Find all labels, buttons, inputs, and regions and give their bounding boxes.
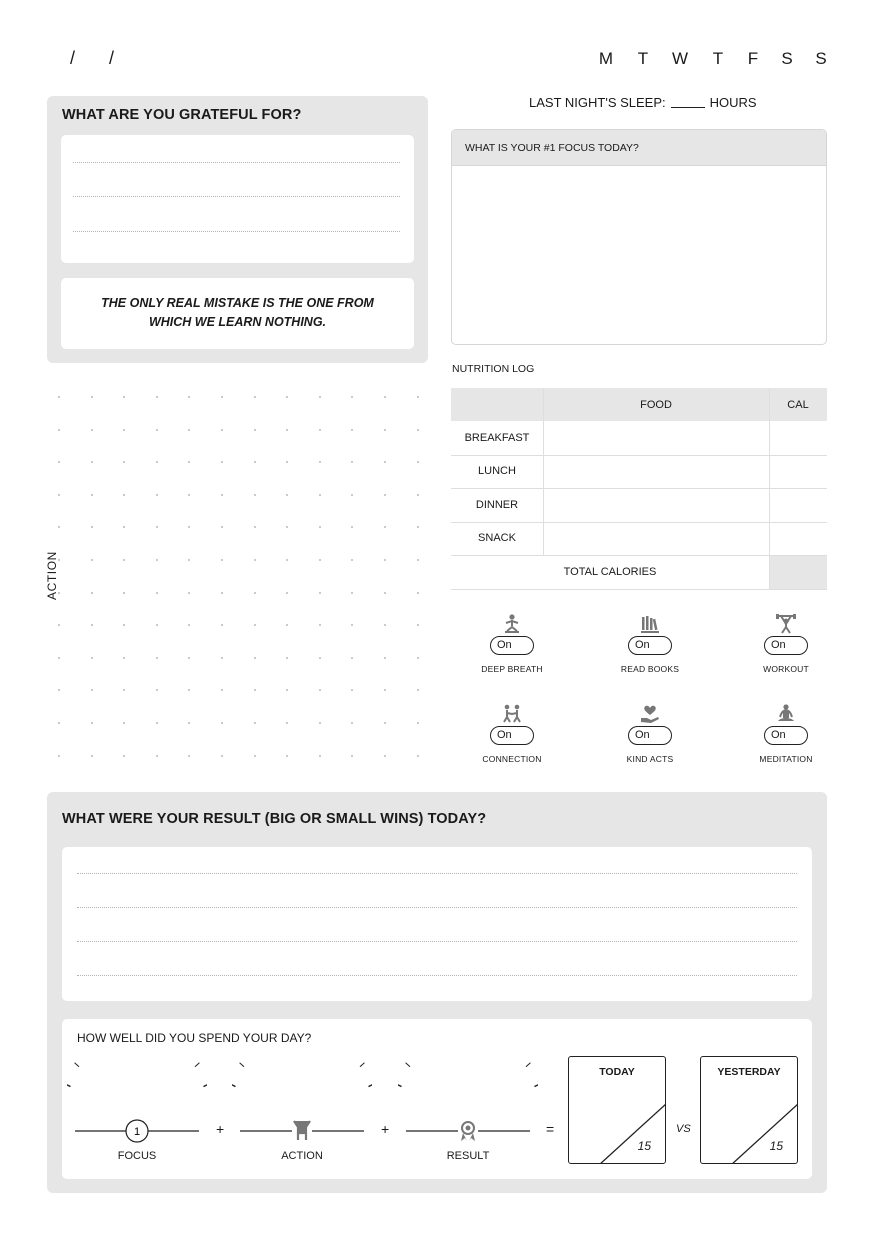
workout-toggle[interactable]: On: [764, 636, 808, 655]
grid-dot: [221, 429, 223, 431]
grid-dot: [319, 429, 321, 431]
score-diagonal: [701, 1057, 798, 1164]
grid-dot: [319, 624, 321, 626]
grid-dot: [188, 494, 190, 496]
today-label: TODAY: [599, 1066, 635, 1078]
habit-deep-breath: [457, 613, 567, 674]
grid-dot: [384, 592, 386, 594]
grid-dot: [156, 624, 158, 626]
habit-kind-acts: [595, 703, 705, 764]
habit-meditation: [731, 703, 841, 764]
grid-dot: [58, 689, 60, 691]
grid-dot: [123, 559, 125, 561]
grid-dot: [58, 624, 60, 626]
grid-dot: [384, 657, 386, 659]
today-score-box[interactable]: [568, 1056, 666, 1164]
grateful-title: WHAT ARE YOU GRATEFUL FOR?: [62, 107, 302, 123]
day-saturday[interactable]: S: [781, 49, 793, 68]
day-thursday[interactable]: T: [712, 49, 724, 68]
grid-dot: [188, 461, 190, 463]
grid-dot: [286, 494, 288, 496]
gauge-tick: [369, 1082, 372, 1086]
grid-dot: [123, 461, 125, 463]
sleep-suffix: HOURS: [709, 95, 757, 110]
grid-dot: [221, 526, 223, 528]
grid-dot: [221, 722, 223, 724]
habit-label: MEDITATION: [759, 754, 813, 764]
grid-dot: [319, 494, 321, 496]
grid-dot: [417, 396, 419, 398]
meal-breakfast: BREAKFAST: [464, 432, 530, 444]
grid-dot: [417, 592, 419, 594]
gauge-tick: [360, 1063, 364, 1067]
grid-dot: [351, 526, 353, 528]
grid-dot: [188, 429, 190, 431]
grid-dot: [384, 429, 386, 431]
grid-dot: [188, 657, 190, 659]
grid-dot: [123, 396, 125, 398]
grid-dot: [254, 396, 256, 398]
habit-read-books: [595, 613, 705, 674]
grid-dot: [286, 461, 288, 463]
grid-dot: [319, 592, 321, 594]
grid-dot: [254, 559, 256, 561]
grid-dot: [286, 592, 288, 594]
books-icon: [639, 613, 661, 635]
grid-dot: [221, 689, 223, 691]
writing-line: [77, 941, 797, 942]
meal-dinner: DINNER: [475, 499, 519, 511]
grid-dot: [91, 624, 93, 626]
grid-dot: [417, 429, 419, 431]
grid-dot: [319, 396, 321, 398]
grid-dot: [417, 624, 419, 626]
grid-dot: [221, 559, 223, 561]
today-value: 15: [637, 1139, 651, 1153]
grid-dot: [221, 755, 223, 757]
grid-dot: [417, 689, 419, 691]
kind-acts-toggle[interactable]: On: [628, 726, 672, 745]
grid-dot: [123, 722, 125, 724]
habit-label: KIND ACTS: [626, 754, 674, 764]
meditation-icon: [775, 703, 797, 725]
day-monday[interactable]: M: [598, 49, 614, 68]
writing-line: [77, 873, 797, 874]
gauge-tick: [240, 1063, 244, 1067]
grid-dot: [91, 526, 93, 528]
yesterday-score-box[interactable]: [700, 1056, 798, 1164]
grid-dot: [254, 755, 256, 757]
rating-title: HOW WELL DID YOU SPEND YOUR DAY?: [77, 1031, 312, 1045]
yesterday-label: YESTERDAY: [717, 1066, 781, 1078]
grid-dot: [123, 689, 125, 691]
grid-dot: [319, 657, 321, 659]
grid-dot: [286, 722, 288, 724]
grid-dot: [58, 396, 60, 398]
grid-dot: [91, 657, 93, 659]
nutrition-table: [451, 388, 827, 590]
heart-hand-icon: [639, 703, 661, 725]
total-calories-cell[interactable]: [770, 556, 827, 589]
grid-dot: [156, 559, 158, 561]
equals-sign: =: [546, 1121, 555, 1137]
grid-dot: [156, 592, 158, 594]
gauge-result[interactable]: [398, 1057, 538, 1167]
grid-dot: [123, 592, 125, 594]
grid-dot: [221, 624, 223, 626]
grid-dot: [254, 624, 256, 626]
grid-dot: [221, 592, 223, 594]
date-separator-2: /: [109, 48, 115, 68]
day-sunday[interactable]: S: [815, 49, 827, 68]
grid-dot: [286, 429, 288, 431]
habit-label: WORKOUT: [763, 664, 809, 674]
habit-connection: [457, 703, 567, 764]
gauge-tick: [406, 1063, 410, 1067]
sleep-tracker: [529, 95, 757, 110]
grid-dot: [319, 461, 321, 463]
grid-dot: [319, 559, 321, 561]
gauge-label: ACTION: [281, 1150, 323, 1162]
connection-icon: [501, 703, 523, 725]
gauge-tick: [67, 1082, 70, 1086]
gauge-label: RESULT: [446, 1150, 490, 1162]
quote-card: [61, 278, 414, 349]
grid-dot: [58, 429, 60, 431]
gauge-label: FOCUS: [117, 1150, 157, 1162]
grid-dot: [123, 494, 125, 496]
cal-column-header: CAL: [787, 399, 809, 411]
grid-dot: [91, 592, 93, 594]
gauge-tick: [195, 1063, 199, 1067]
grid-dot: [286, 526, 288, 528]
grid-dot: [188, 396, 190, 398]
food-column-header: FOOD: [640, 399, 672, 411]
grid-dot: [156, 689, 158, 691]
gauge-focus[interactable]: [67, 1057, 207, 1167]
grid-dot: [286, 755, 288, 757]
grid-dot: [221, 461, 223, 463]
habit-label: READ BOOKS: [620, 664, 680, 674]
grid-dot: [384, 559, 386, 561]
plus-sign: +: [381, 1121, 390, 1137]
grid-dot: [58, 657, 60, 659]
grid-dot: [188, 526, 190, 528]
grid-dot: [351, 592, 353, 594]
grid-dot: [384, 494, 386, 496]
grid-dot: [417, 559, 419, 561]
grid-dot: [123, 657, 125, 659]
grid-dot: [156, 722, 158, 724]
grid-dot: [286, 559, 288, 561]
grid-dot: [384, 722, 386, 724]
grid-dot: [58, 494, 60, 496]
grid-dot: [91, 559, 93, 561]
row-divider: [451, 589, 827, 590]
grid-dot: [156, 526, 158, 528]
food-entry-cells[interactable]: [544, 422, 769, 555]
grid-dot: [123, 429, 125, 431]
gauge-action[interactable]: [232, 1057, 372, 1167]
grid-dot: [156, 494, 158, 496]
cal-entry-cells[interactable]: [770, 422, 827, 555]
grid-dot: [319, 526, 321, 528]
gauge-tick: [526, 1063, 530, 1067]
grid-dot: [319, 689, 321, 691]
grid-dot: [156, 429, 158, 431]
quote-line-1: THE ONLY REAL MISTAKE IS THE ONE FROM: [101, 296, 374, 310]
nutrition-title: NUTRITION LOG: [452, 363, 535, 375]
habit-label: CONNECTION: [482, 754, 542, 764]
grid-dot: [384, 461, 386, 463]
grid-dot: [417, 722, 419, 724]
grid-dot: [188, 624, 190, 626]
day-friday[interactable]: F: [747, 49, 759, 68]
grid-dot: [254, 526, 256, 528]
focus-box[interactable]: [451, 129, 827, 345]
writing-line: [77, 975, 797, 976]
grid-dot: [156, 657, 158, 659]
vs-label: VS: [676, 1123, 691, 1135]
grid-dot: [91, 722, 93, 724]
grid-dot: [58, 526, 60, 528]
grid-dot: [123, 526, 125, 528]
meal-lunch: LUNCH: [478, 465, 516, 477]
habit-label: DEEP BREATH: [481, 664, 543, 674]
gauge-tick: [75, 1063, 79, 1067]
grid-dot: [221, 396, 223, 398]
grid-dot: [221, 494, 223, 496]
grid-dot: [254, 722, 256, 724]
grateful-writing-area[interactable]: [61, 135, 414, 263]
grid-dot: [286, 624, 288, 626]
grateful-panel: [47, 96, 428, 363]
grid-dot: [188, 722, 190, 724]
results-title: WHAT WERE YOUR RESULT (BIG OR SMALL WINS) TODAY?: [62, 811, 487, 827]
score-diagonal: [569, 1057, 666, 1164]
gauge-tick: [232, 1082, 235, 1086]
grid-dot: [286, 657, 288, 659]
grid-dot: [254, 689, 256, 691]
grid-dot: [91, 461, 93, 463]
grid-dot: [351, 461, 353, 463]
grid-dot: [91, 755, 93, 757]
grid-dot: [384, 526, 386, 528]
grid-dot: [58, 461, 60, 463]
grid-dot: [417, 755, 419, 757]
grid-dot: [417, 461, 419, 463]
grid-dot: [91, 429, 93, 431]
gauge-tick: [204, 1082, 207, 1086]
results-writing-area[interactable]: [62, 847, 812, 1001]
grid-dot: [351, 429, 353, 431]
grid-dot: [254, 461, 256, 463]
sleep-prefix: LAST NIGHT'S SLEEP:: [529, 95, 666, 110]
date-separator-1: /: [70, 48, 76, 68]
sleep-hours-blank[interactable]: [671, 107, 705, 108]
grid-dot: [286, 396, 288, 398]
writing-line: [73, 231, 400, 232]
gauge-tick: [398, 1082, 401, 1086]
grid-dot: [91, 689, 93, 691]
grid-dot: [188, 559, 190, 561]
grid-dot: [254, 657, 256, 659]
grid-dot: [156, 461, 158, 463]
grid-dot: [319, 755, 321, 757]
grid-dot: [91, 494, 93, 496]
grid-dot: [351, 396, 353, 398]
deep-breath-icon: [501, 613, 523, 635]
grid-dot: [351, 657, 353, 659]
grid-dot: [351, 722, 353, 724]
grid-dot: [188, 689, 190, 691]
grid-dot: [123, 624, 125, 626]
grid-dot: [156, 396, 158, 398]
grid-dot: [254, 592, 256, 594]
meditation-toggle[interactable]: On: [764, 726, 808, 745]
read-books-toggle[interactable]: On: [628, 636, 672, 655]
grid-dot: [384, 396, 386, 398]
grid-dot: [351, 755, 353, 757]
grid-dot: [351, 494, 353, 496]
gauge-value: 1: [133, 1126, 141, 1138]
grid-dot: [286, 689, 288, 691]
grid-dot: [384, 689, 386, 691]
grid-dot: [417, 494, 419, 496]
deep-breath-toggle[interactable]: On: [490, 636, 534, 655]
total-calories-label: TOTAL CALORIES: [563, 566, 657, 578]
yesterday-value: 15: [769, 1139, 783, 1153]
rating-card: [62, 1019, 812, 1179]
grid-dot: [123, 755, 125, 757]
grid-dot: [351, 624, 353, 626]
workout-icon: [775, 613, 797, 635]
habit-workout: [731, 613, 841, 674]
quote-line-2: WHICH WE LEARN NOTHING.: [148, 315, 327, 329]
writing-line: [77, 907, 797, 908]
writing-line: [73, 162, 400, 163]
grid-dot: [156, 755, 158, 757]
grid-dot: [254, 429, 256, 431]
grid-dot: [221, 657, 223, 659]
grid-dot: [188, 592, 190, 594]
grid-dot: [254, 494, 256, 496]
day-tuesday[interactable]: T: [637, 49, 649, 68]
gauge-tick: [535, 1082, 538, 1086]
grid-dot: [417, 526, 419, 528]
day-wednesday[interactable]: W: [671, 49, 689, 68]
plus-sign: +: [216, 1121, 225, 1137]
grid-dot: [58, 755, 60, 757]
action-label: ACTION: [45, 551, 59, 600]
grid-dot: [384, 755, 386, 757]
grid-dot: [384, 624, 386, 626]
writing-line: [73, 196, 400, 197]
grid-dot: [91, 396, 93, 398]
connection-toggle[interactable]: On: [490, 726, 534, 745]
grid-dot: [58, 722, 60, 724]
grid-dot: [417, 657, 419, 659]
grid-dot: [351, 559, 353, 561]
grid-dot: [351, 689, 353, 691]
results-panel: [47, 792, 827, 1193]
meal-snack: SNACK: [478, 532, 516, 544]
grid-dot: [188, 755, 190, 757]
focus-title: WHAT IS YOUR #1 FOCUS TODAY?: [452, 130, 826, 166]
grid-dot: [319, 722, 321, 724]
